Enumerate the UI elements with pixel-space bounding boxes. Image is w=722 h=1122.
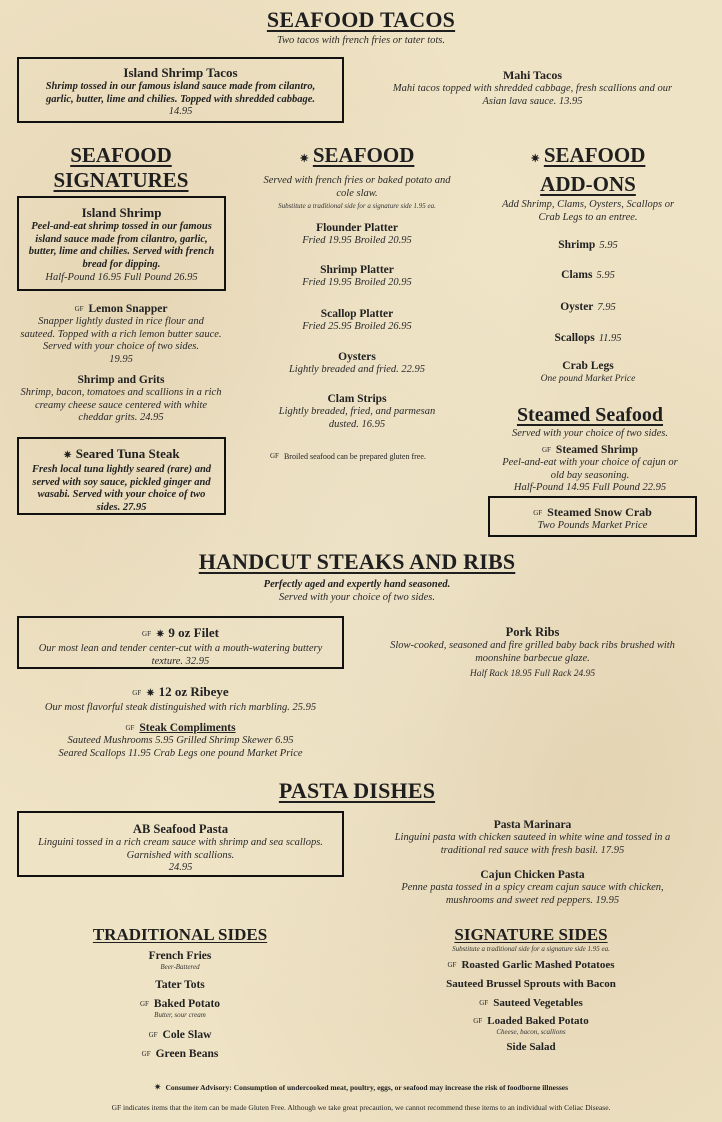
oysters-desc: Lightly breaded and fried. 22.95 (288, 364, 426, 375)
cajun-name: Cajun Chicken Pasta (480, 869, 585, 881)
ribeye-name: 12 oz Ribeye (158, 684, 229, 699)
pasta-marinara (385, 818, 680, 857)
island-shrimp-tacos-box (17, 57, 344, 123)
addons-title-line2: ADD-ONS (540, 172, 636, 196)
filet-box (17, 616, 344, 669)
sig-sides-title: SIGNATURE SIDES (454, 925, 608, 944)
addon-oyster (490, 297, 686, 315)
addon-scallops-price: 11.95 (598, 333, 622, 344)
side-cole-slaw: Cole Slaw (162, 1029, 212, 1041)
tacos-section (0, 7, 722, 48)
snow-crab-name: Steamed Snow Crab (547, 505, 652, 519)
side-green-beans: Green Beans (155, 1048, 219, 1060)
side-sauteed-veg: Sauteed Vegetables (493, 997, 583, 1009)
addon-crab-legs (490, 359, 686, 386)
gf-label: GF (447, 961, 457, 969)
scallop-platter (252, 307, 462, 334)
shrimp-platter-price: Fried 19.95 Broiled 20.95 (302, 277, 412, 288)
star-icon: ✷ (146, 688, 155, 699)
gf-label: GF (74, 305, 84, 313)
star-icon: ✷ (530, 153, 540, 165)
gf-label: GF (142, 630, 151, 638)
side-loaded-note: Cheese, bacon, scallions (496, 1028, 566, 1036)
shrimp-platter-name: Shrimp Platter (320, 264, 394, 276)
shrimp-and-grits (20, 373, 222, 425)
island-tacos-price: 14.95 (168, 106, 193, 117)
trad-sides-title: TRADITIONAL SIDES (92, 925, 268, 944)
scallop-platter-price: Fried 25.95 Broiled 26.95 (302, 321, 412, 332)
side-baked-potato: Baked Potato (153, 998, 221, 1010)
flounder-platter (252, 221, 462, 248)
addon-shrimp-price: 5.95 (599, 240, 618, 251)
ab-pasta-price: 24.95 (168, 862, 193, 873)
addon-crab-desc: One pound Market Price (540, 374, 636, 384)
side-french-fries: French Fries (148, 950, 212, 962)
seared-tuna-desc: Fresh local tuna lightly seared (rare) and served with soy sauce, pickled ginger and wasabi. Served with your choice of two sides. 27.95 (31, 464, 212, 513)
gf-label: GF (541, 446, 551, 454)
advisory-text: Consumer Advisory: Consumption of undercooked meat, poultry, eggs, or seafood may increase the risk of foodborne illnesses (165, 1083, 569, 1092)
pork-ribs (385, 624, 680, 681)
addon-crab-name: Crab Legs (562, 360, 614, 372)
pork-ribs-price: Half Rack 18.95 Full Rack 24.95 (469, 669, 596, 679)
steaks-subtitle-2: Served with your choice of two sides. (278, 591, 435, 603)
ab-pasta-name: AB Seafood Pasta (132, 822, 229, 836)
addons-title-line1: SEAFOOD (543, 143, 646, 167)
gf-label: GF (479, 999, 489, 1007)
island-shrimp-box (17, 196, 226, 291)
addon-shrimp (490, 235, 686, 253)
steak-compliments (17, 721, 344, 760)
addon-clams-price: 5.95 (596, 270, 615, 281)
steamed-title: Steamed Seafood (516, 404, 664, 426)
island-shrimp-name: Island Shrimp (81, 205, 162, 220)
side-fries-note: Beer-Battered (160, 963, 200, 971)
addons-subtitle: Add Shrimp, Clams, Oysters, Scallops or Crab Legs to an entree. (501, 199, 675, 223)
shrimp-grits-desc: Shrimp, bacon, tomatoes and scallions in a rich creamy cheese sauce centered with white cheddar grits. 24.95 (20, 387, 222, 423)
steak-compliments-line1: Sauteed Mushrooms 5.95 Grilled Shrimp Skewer 6.95 (67, 735, 294, 746)
ribeye (17, 684, 344, 715)
gf-label: GF (132, 689, 142, 697)
island-tacos-name: Island Shrimp Tacos (123, 65, 238, 80)
island-shrimp-desc: Peel-and-eat shrimp tossed in our famous island sauce made from cilantro, garlic, butter, lime and chilies. Served with french bread for dipping. (28, 221, 215, 270)
gf-disclaimer (0, 1097, 722, 1115)
seared-tuna-box (17, 437, 226, 515)
steaks-subtitle-1: Perfectly aged and expertly hand seasoned. (263, 579, 451, 590)
steaks-section (0, 549, 714, 604)
tacos-title: SEAFOOD TACOS (266, 7, 456, 32)
steamed-snow-crab-box (488, 496, 697, 537)
side-baked-note: Butter, sour cream (154, 1011, 206, 1019)
filet-desc: Our most lean and tender center-cut with a mouth-watering buttery texture. 32.95 (38, 643, 323, 667)
gf-broiled-note (270, 446, 470, 464)
sig-sides-subtitle: Substitute a traditional side for a signature side 1.95 ea. (452, 945, 610, 953)
addon-oyster-price: 7.95 (597, 302, 616, 313)
cajun-desc: Penne pasta tossed in a spicy cream cajun sauce with chicken, mushrooms and sweet red peppers. 19.95 (401, 882, 664, 906)
island-tacos-desc: Shrimp tossed in our famous island sauce made from cilantro, garlic, butter, lime and chilies. Topped with shredded cabbage. (45, 81, 316, 105)
clam-strips (265, 392, 449, 431)
oysters-name: Oysters (338, 351, 376, 363)
gf-label: GF (148, 1031, 158, 1039)
mahi-tacos-name: Mahi Tacos (502, 68, 562, 82)
lemon-snapper-desc: Snapper lightly dusted in rice flour and sauteed. Topped with a rich lemon butter sauce. Served with your choice of two sides. (20, 316, 222, 352)
gf-label: GF (139, 1000, 149, 1008)
addon-oyster-name: Oyster (560, 301, 594, 313)
star-icon: ✷ (299, 153, 309, 165)
ab-seafood-pasta-box (17, 811, 344, 877)
marinara-name: Pasta Marinara (493, 819, 572, 831)
tacos-subtitle: Two tacos with french fries or tater tots. (276, 35, 445, 46)
mahi-tacos-desc: Mahi tacos topped with shredded cabbage, fresh scallions and our Asian lava sauce. 13.95 (392, 83, 673, 107)
steamed-shrimp (495, 443, 685, 495)
star-icon: ✷ (153, 1082, 162, 1092)
ab-pasta-desc: Linguini tossed in a rich cream sauce with shrimp and sea scallops. Garnished with scallions. (38, 837, 323, 861)
gf-disclaimer-text: GF indicates items that the item can be made Gluten Free. Although we take great precaution, we cannot recommend these items to an individual with Celiac Disease. (111, 1103, 611, 1112)
lemon-snapper-price: 19.95 (109, 353, 133, 365)
signatures-heading (17, 143, 225, 193)
addon-clams-name: Clams (561, 269, 593, 281)
steamed-seafood-section (490, 403, 690, 441)
seafood-substitute-note: Substitute a traditional side for a signature side 1.95 ea. (278, 202, 436, 210)
gf-label: GF (473, 1017, 483, 1025)
flounder-price: Fried 19.95 Broiled 20.95 (302, 235, 412, 246)
lemon-snapper (20, 302, 222, 366)
addons-heading (490, 143, 686, 224)
pasta-title: PASTA DISHES (278, 778, 436, 803)
lemon-snapper-name: Lemon Snapper (88, 303, 168, 315)
steamed-shrimp-desc: Peel-and-eat with your choice of cajun or old bay seasoning. (502, 457, 678, 481)
side-garlic-mashed: Roasted Garlic Mashed Potatoes (461, 959, 615, 971)
steamed-shrimp-name: Steamed Shrimp (555, 444, 639, 456)
signature-sides (400, 925, 662, 1054)
shrimp-platter (252, 263, 462, 290)
marinara-desc: Linguini pasta with chicken sauteed in white wine and tossed in a traditional red sauce with fresh basil. 17.95 (394, 832, 671, 856)
side-loaded-potato: Loaded Baked Potato (487, 1015, 589, 1027)
star-icon: ✷ (156, 629, 165, 640)
clam-strips-desc: Lightly breaded, fried, and parmesan dusted. 16.95 (278, 406, 436, 430)
steaks-title: HANDCUT STEAKS AND RIBS (198, 549, 516, 574)
pasta-section (0, 778, 714, 804)
shrimp-grits-name: Shrimp and Grits (77, 374, 165, 386)
traditional-sides (60, 925, 300, 1061)
cajun-chicken-pasta (385, 868, 680, 907)
gf-label: GF (125, 724, 135, 732)
consumer-advisory (0, 1077, 722, 1095)
signatures-title-line1: SEAFOOD (70, 143, 172, 167)
signatures-title-line2: SIGNATURES (53, 168, 189, 192)
pork-ribs-name: Pork Ribs (505, 625, 560, 639)
star-icon: ✷ (63, 450, 72, 461)
pork-ribs-desc: Slow-cooked, seasoned and fire grilled baby back ribs brushed with moonshine barbecue glaze. (390, 640, 675, 664)
flounder-name: Flounder Platter (316, 222, 398, 234)
seafood-title: SEAFOOD (312, 143, 415, 167)
steamed-subtitle: Served with your choice of two sides. (511, 428, 668, 439)
gf-broiled-text: Broiled seafood can be prepared gluten free. (283, 452, 426, 461)
addon-clams (490, 265, 686, 283)
island-shrimp-price: Half-Pound 16.95 Full Pound 26.95 (45, 272, 198, 283)
addon-scallops (490, 328, 686, 346)
addon-scallops-name: Scallops (554, 332, 595, 344)
side-tater-tots: Tater Tots (155, 979, 205, 991)
addon-shrimp-name: Shrimp (558, 239, 596, 251)
side-brussel-sprouts: Sauteed Brussel Sprouts with Bacon (446, 978, 616, 990)
mahi-tacos (385, 67, 680, 108)
gf-label: GF (141, 1050, 151, 1058)
seared-tuna-name: Seared Tuna Steak (75, 446, 180, 461)
side-salad: Side Salad (506, 1041, 556, 1053)
ribeye-desc: Our most flavorful steak distinguished with rich marbling. 25.95 (44, 702, 317, 713)
steamed-shrimp-price: Half-Pound 14.95 Full Pound 22.95 (513, 482, 667, 493)
gf-label: GF (270, 452, 279, 460)
snow-crab-desc: Two Pounds Market Price (537, 520, 648, 531)
seafood-section (252, 143, 462, 211)
steak-compliments-line2: Seared Scallops 11.95 Crab Legs one pound Market Price (58, 747, 303, 759)
scallop-platter-name: Scallop Platter (320, 308, 394, 320)
steak-compliments-name: Steak Compliments (139, 722, 236, 734)
oysters (252, 350, 462, 377)
gf-label: GF (533, 509, 543, 517)
seafood-subtitle: Served with french fries or baked potato and cole slaw. (263, 175, 451, 199)
filet-name: 9 oz Filet (168, 625, 219, 640)
clam-strips-name: Clam Strips (327, 393, 387, 405)
